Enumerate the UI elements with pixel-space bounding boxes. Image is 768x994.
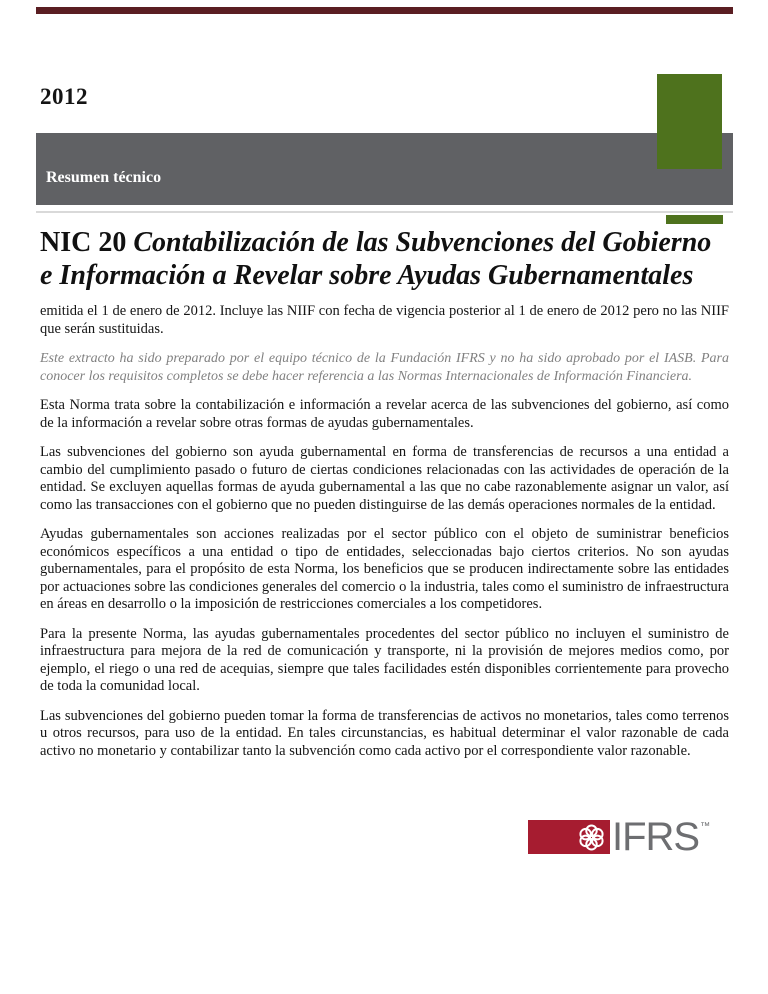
green-block-top <box>657 74 722 169</box>
body-paragraph: Las subvenciones del gobierno pueden tomar la forma de transferencias de activos no monetarios, tales como terrenos u otros recursos, para uso de la entidad. En tales circunstancias, es habitual determinar el valor razonable de cada activo no monetario y contabilizar tanto la subvención como cada activo por el correspondiente valor razonable. <box>40 707 729 759</box>
banner-divider <box>36 211 733 213</box>
document-content <box>40 226 729 772</box>
ifrs-logo-text: IFRS <box>612 815 700 859</box>
banner-label: Resumen técnico <box>46 169 162 186</box>
subtitle-paragraph: emitida el 1 de enero de 2012. Incluye las NIIF con fecha de vigencia posterior al 1 de enero de 2012 pero no las NIIF que serán sustituidas. <box>40 303 729 337</box>
body-paragraph: Esta Norma trata sobre la contabilización e información a revelar acerca de las subvenciones del gobierno, así como de la información a revelar sobre otras formas de ayudas gubernamentales. <box>40 397 729 431</box>
ifrs-rosette-icon <box>578 824 605 851</box>
body-paragraph: Ayudas gubernamentales son acciones realizadas por el sector público con el objeto de suministrar beneficios económicos específicos a una entidad o tipo de entidades, seleccionadas bajo ciertos criterios. No son ayudas gubernamentales, para el propósito de esta Norma, los beneficios que se producen indirectamente sobre las entidades por actuaciones sobre las condiciones generales del comercio o la industria, tales como el suministro de infraestructura en áreas en desarrollo o la imposición de restricciones comerciales a los competidores. <box>40 526 729 613</box>
ifrs-logo-box <box>528 820 610 854</box>
trademark-symbol: ™ <box>700 821 711 832</box>
title-prefix: NIC 20 <box>40 227 134 258</box>
ifrs-logo <box>528 815 711 859</box>
green-block-small <box>666 215 723 224</box>
document-title <box>40 226 729 292</box>
technical-summary-banner <box>36 133 733 205</box>
top-accent-bar <box>36 7 733 14</box>
title-emphasis: Contabilización de las Subvenciones del Gobierno e Información a Revelar sobre Ayudas Gubernamentales <box>40 227 712 292</box>
body-paragraph: Para la presente Norma, las ayudas gubernamentales procedentes del sector público no incluyen el suministro de infraestructura para mejora de la red de comunicación y transporte, ni la provisión de mejores medios como, por ejemplo, el riego o una red de acequias, siempre que tales facilidades estén disponibles corrientemente para provecho de toda la comunidad local. <box>40 625 729 695</box>
body-paragraph: Las subvenciones del gobierno son ayuda gubernamental en forma de transferencias de recursos a una entidad a cambio del cumplimiento pasado o futuro de ciertas condiciones relacionadas con las actividades de operación de la entidad. Se excluyen aquellas formas de ayuda gubernamental a las que no cabe razonablemente asignar un valor, así como las transacciones con el gobierno que no pueden distinguirse de las demás operaciones normales de la entidad. <box>40 444 729 513</box>
year-label: 2012 <box>40 84 88 109</box>
disclaimer-paragraph: Este extracto ha sido preparado por el equipo técnico de la Fundación IFRS y no ha sido aprobado por el IASB. Para conocer los requisitos completos se debe hacer referencia a las Normas Internacionales de Información Financiera. <box>40 351 729 384</box>
